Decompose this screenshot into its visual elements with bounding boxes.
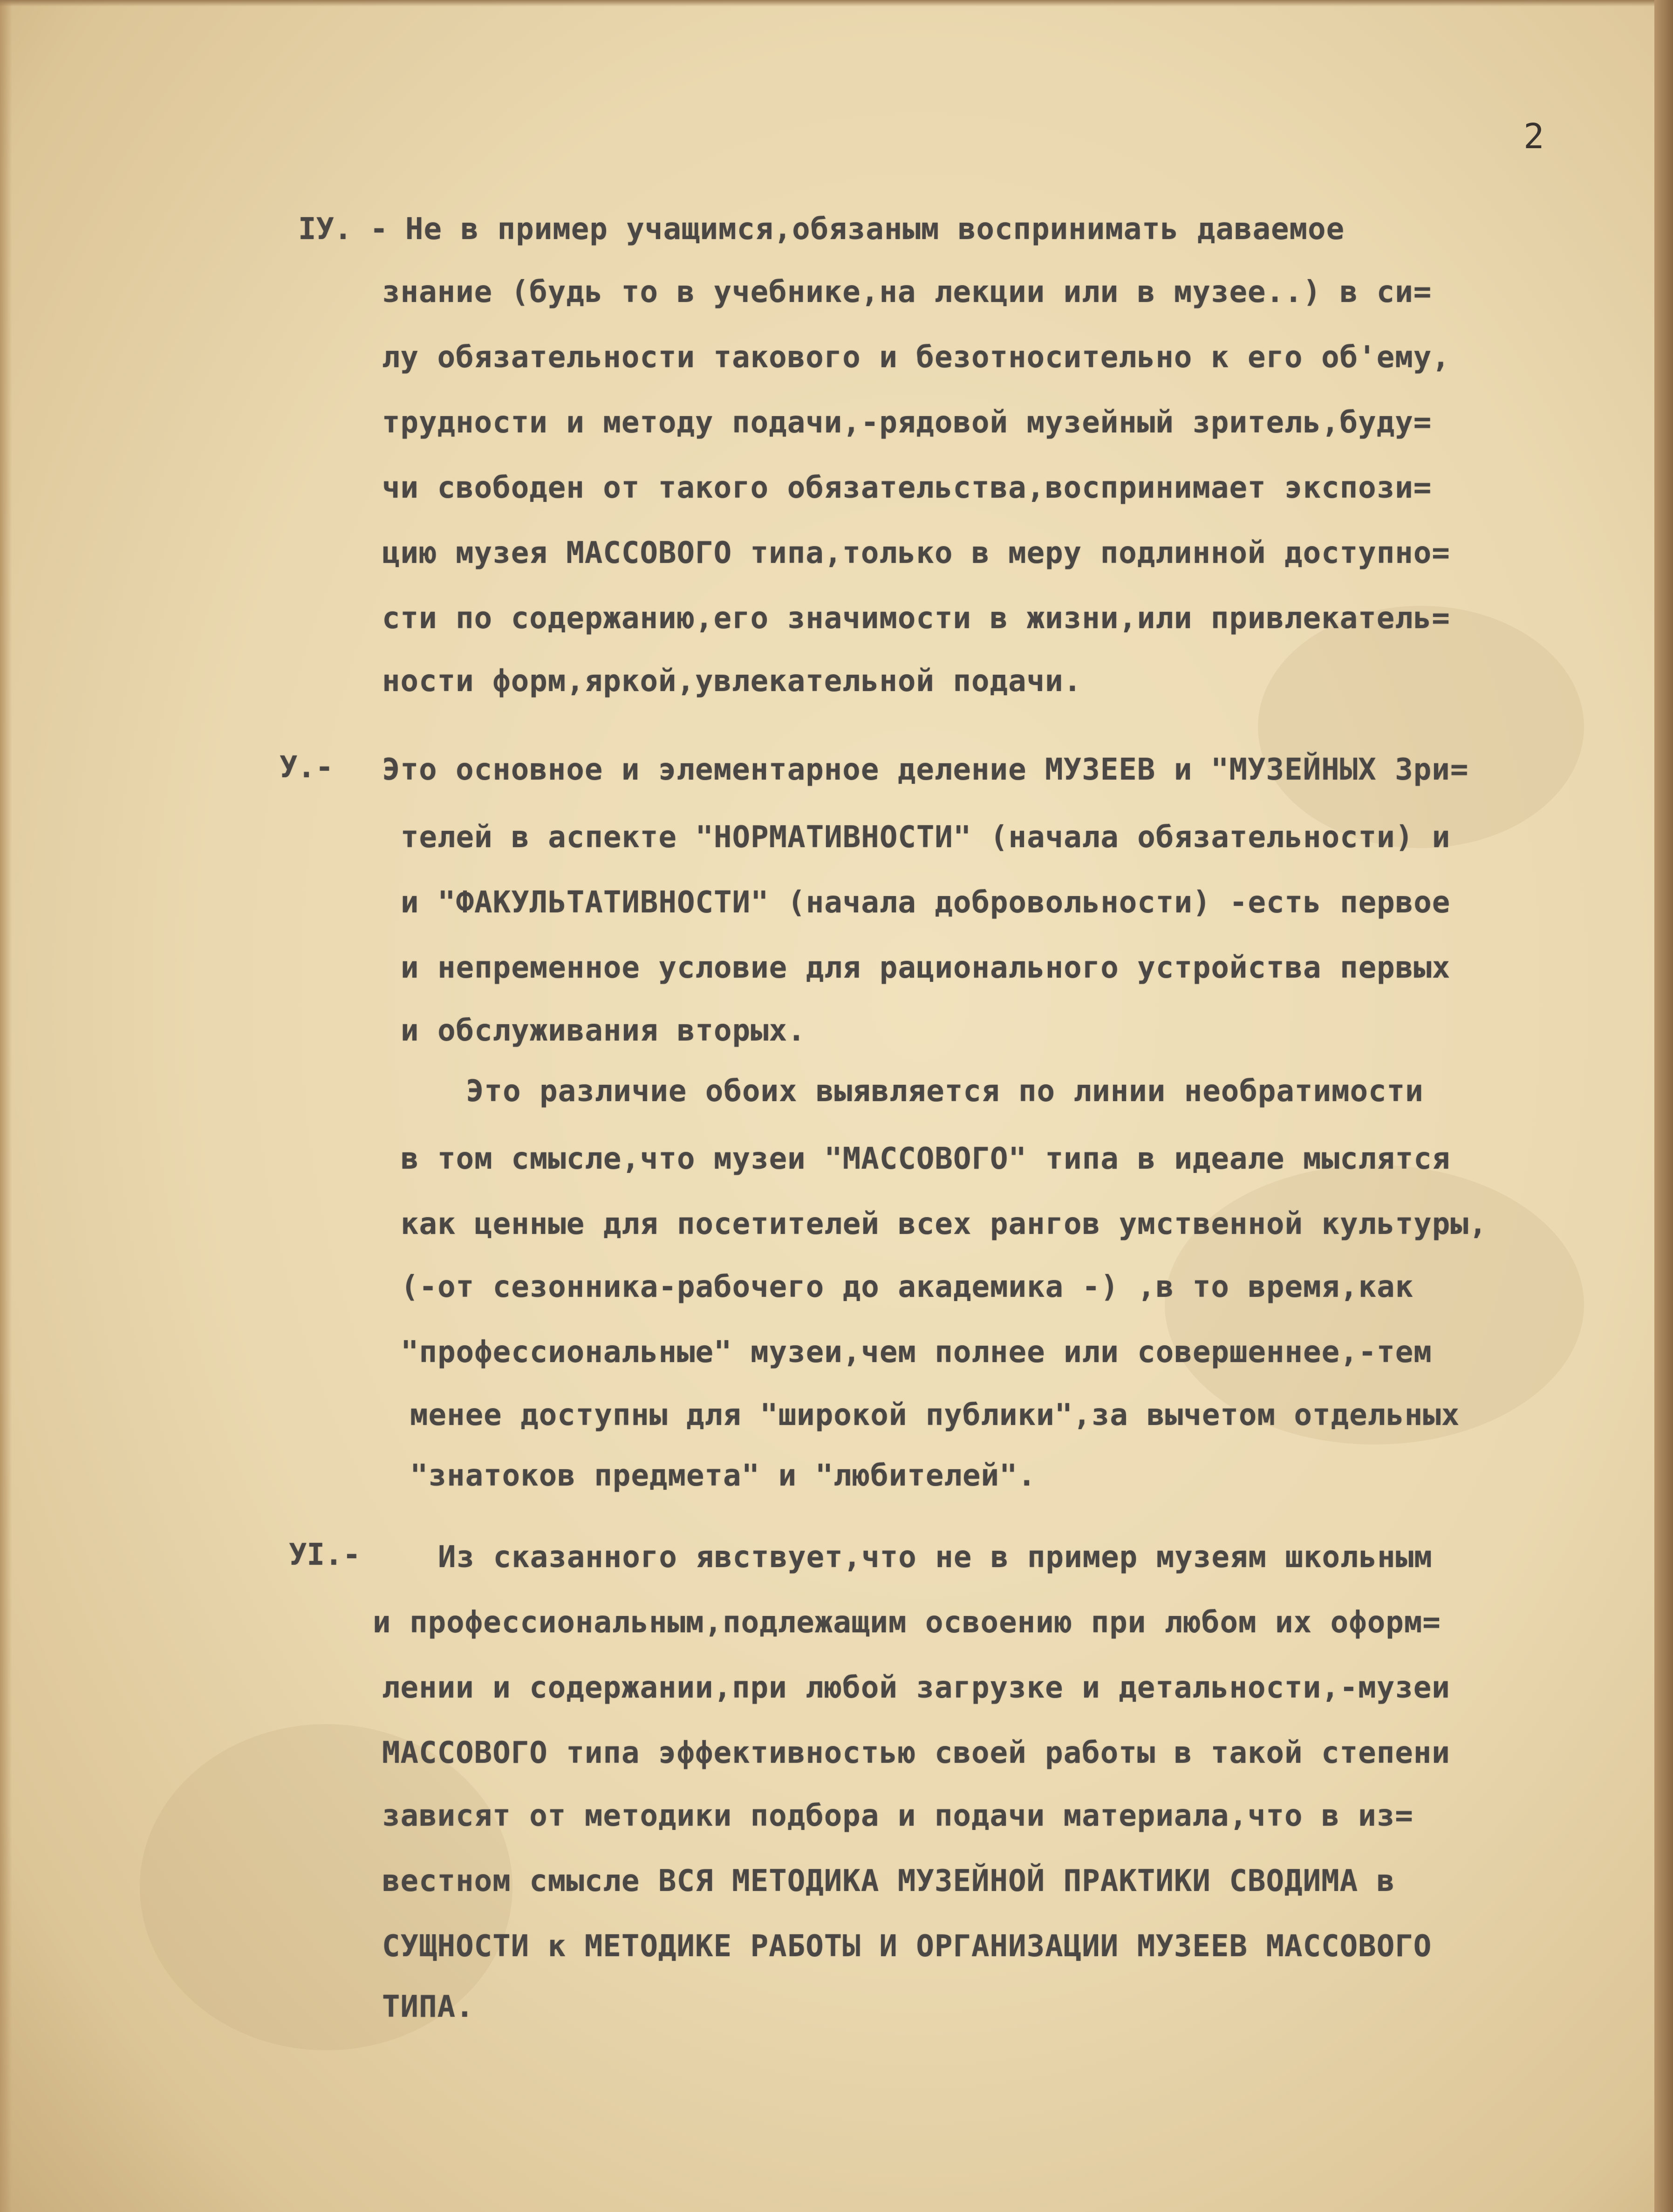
text-line: ности форм,яркой,увлекательной подачи. <box>382 664 1082 699</box>
page-right-edge <box>1654 0 1673 2212</box>
text-line: Из сказанного явствует,что не в пример музеям школьным <box>438 1540 1433 1575</box>
section-marker: IУ. - <box>298 212 388 247</box>
text-line: "знатоков предмета" и "любителей". <box>410 1459 1037 1493</box>
text-line: МАССОВОГО типа эффективностью своей работы в такой степени <box>382 1736 1450 1770</box>
text-line: и обслуживания вторых. <box>401 1014 806 1048</box>
page-top-edge <box>0 0 1673 7</box>
text-line: ТИПА. <box>382 1990 474 2024</box>
text-line: и профессиональным,подлежащим освоению при любом их оформ= <box>373 1605 1441 1640</box>
text-line: лу обязательности такового и безотносительно к его об'ему, <box>382 340 1450 375</box>
text-line: и "ФАКУЛЬТАТИВНОСТИ" (начала добровольности) -есть первое <box>401 885 1451 920</box>
text-line: в том смысле,что музеи "МАССОВОГО" типа в идеале мыслятся <box>401 1142 1451 1176</box>
text-line: сти по содержанию,его значимости в жизни,или привлекатель= <box>382 601 1450 636</box>
text-line: как ценные для посетителей всех рангов умственной культуры, <box>401 1207 1488 1241</box>
text-line: вестном смысле ВСЯ МЕТОДИКА МУЗЕЙНОЙ ПРАКТИКИ СВОДИМА в <box>382 1864 1395 1898</box>
text-line: "профессиональные" музеи,чем полнее или совершеннее,-тем <box>401 1335 1432 1370</box>
text-line: Не в пример учащимся,обязаным воспринимать даваемое <box>405 212 1345 247</box>
paper-stain <box>1258 606 1584 848</box>
text-line: телей в аспекте "НОРМАТИВНОСТИ" (начала обязательности) и <box>401 820 1451 855</box>
section-marker: УI.- <box>289 1538 361 1572</box>
text-line: Это основное и элементарное деление МУЗЕЕВ и "МУЗЕЙНЫХ Зри= <box>382 753 1469 787</box>
text-line: зависят от методики подбора и подачи материала,что в из= <box>382 1799 1414 1833</box>
text-line: СУЩНОСТИ к МЕТОДИКЕ РАБОТЫ И ОРГАНИЗАЦИИ МУЗЕЕВ МАССОВОГО <box>382 1929 1432 1964</box>
text-line: и непременное условие для рационального устройства первых <box>401 951 1451 985</box>
text-line: знание (будь то в учебнике,на лекции или в музее..) в си= <box>382 275 1432 309</box>
text-line: цию музея МАССОВОГО типа,только в меру подлинной доступно= <box>382 536 1450 570</box>
text-line: лении и содержании,при любой загрузке и детальности,-музеи <box>382 1671 1450 1705</box>
text-line: трудности и методу подачи,-рядовой музейный зритель,буду= <box>382 405 1432 440</box>
section-marker: У.- <box>280 750 334 785</box>
text-line: менее доступны для "широкой публики",за вычетом отдельных <box>410 1398 1460 1432</box>
text-line: Это различие обоих выявляется по линии необратимости <box>466 1074 1424 1109</box>
text-line: (-от сезонника-рабочего до академика -) ,в то время,как <box>401 1270 1414 1304</box>
page-fold-shadow <box>0 0 12 2212</box>
text-line: чи свободен от такого обязательства,воспринимает экспози= <box>382 471 1432 505</box>
page-number: 2 <box>1523 116 1544 157</box>
